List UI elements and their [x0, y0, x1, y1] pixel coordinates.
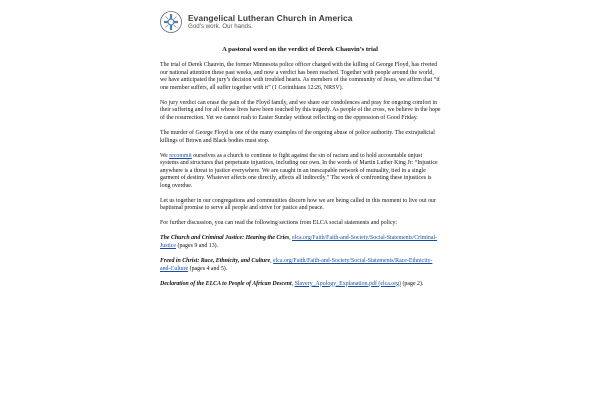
reference-link[interactable]: elca.org/Faith/Faith-and-Society/Social-Statements/Criminal-Justice — [160, 235, 438, 250]
paragraph — [160, 153, 442, 191]
document-body — [160, 62, 442, 296]
reference-title: Declaration of the ELCA to People of African Descent — [160, 280, 292, 287]
reference-item: Freed in Christ: Race, Ethnicity, and Culture, elca.org/Faith/Faith-and-Society/Social-Statements/Race-Ethnicity-and-Culture (pages 4 and 5). — [160, 258, 433, 272]
reference-item: The Church and Criminal Justice: Hearing the Cries, elca.org/Faith/Faith-and-Society/Social-Statements/Criminal-Justice (pages 9 and 13). — [160, 235, 438, 250]
recommit-link[interactable]: recommit — [169, 152, 192, 159]
org-tagline: God's work. Our hands. — [188, 23, 253, 31]
reference-link[interactable]: Slavery_Apology_Explanation.pdf (elca.org) — [294, 280, 401, 287]
elca-cross-logo-icon — [160, 11, 182, 33]
letterhead — [160, 10, 353, 34]
reference-item: Declaration of the ELCA to People of African Descent, Slavery_Apology_Explanation.pdf (elca.org) (page 2). — [160, 280, 424, 287]
org-name: Evangelical Lutheran Church in America — [188, 12, 353, 23]
paragraph: The murder of George Floyd is one of the many examples of the ongoing abuse of police authority. The extrajudicial killings of Brown and Black bodies must stop. — [160, 129, 435, 144]
paragraph: The trial of Derek Chauvin, the former Minnesota police officer charged with the killing of George Floyd, has riveted our national attention these past weeks, and now a verdict has been reached. Together with people around the world, we have anticipated the jury’s decision with troubled hearts. As members of the community of Jesus, we affirm that “if one member suffers, all suffer together with it” (1 Corinthians 12:26, NRSV). — [160, 62, 440, 91]
paragraph: No jury verdict can erase the pain of the Floyd family, and we share our condolences and pray for ongoing comfort in their suffering and for all whose lives have been touched by this tragedy. As people of the cross, we believe in the hope of the resurrection. Yet we cannot rush to Easter Sunday without reflecting on the oppression of Good Friday. — [160, 99, 441, 121]
paragraph-text: ourselves as a church to continue to fight against the sin of racism and to hold accountable unjust systems and structures that perpetuate injustices, including our own. In the words of Martin Luther King Jr: “Injustice anywhere is a threat to justice everywhere. We are caught in an inescapable network of mutuality, tied in a single garment of destiny. Whatever affects one directly, affects all indirectly.” The work of confronting these injustices is long overdue. — [160, 152, 438, 189]
document-title: A pastoral word on the verdict of Derek Chauvin’s trial — [222, 46, 378, 53]
paragraph-text: We — [160, 152, 170, 159]
reference-link[interactable]: elca.org/Faith/Faith-and-Society/Social-Statements/Race-Ethnicity-and-Culture — [160, 258, 433, 272]
paragraph: Let us together in our congregations and communities discern how we are being called in this moment to live out our baptismal promise to serve all people and strive for justice and peace. — [160, 197, 436, 212]
reference-title: The Church and Criminal Justice: Hearing the Cries — [160, 235, 290, 242]
reference-title: Freed in Christ: Race, Ethnicity, and Culture — [160, 258, 271, 265]
paragraph: For further discussion, you can read the following sections from ELCA social statements and policy: — [160, 220, 398, 227]
